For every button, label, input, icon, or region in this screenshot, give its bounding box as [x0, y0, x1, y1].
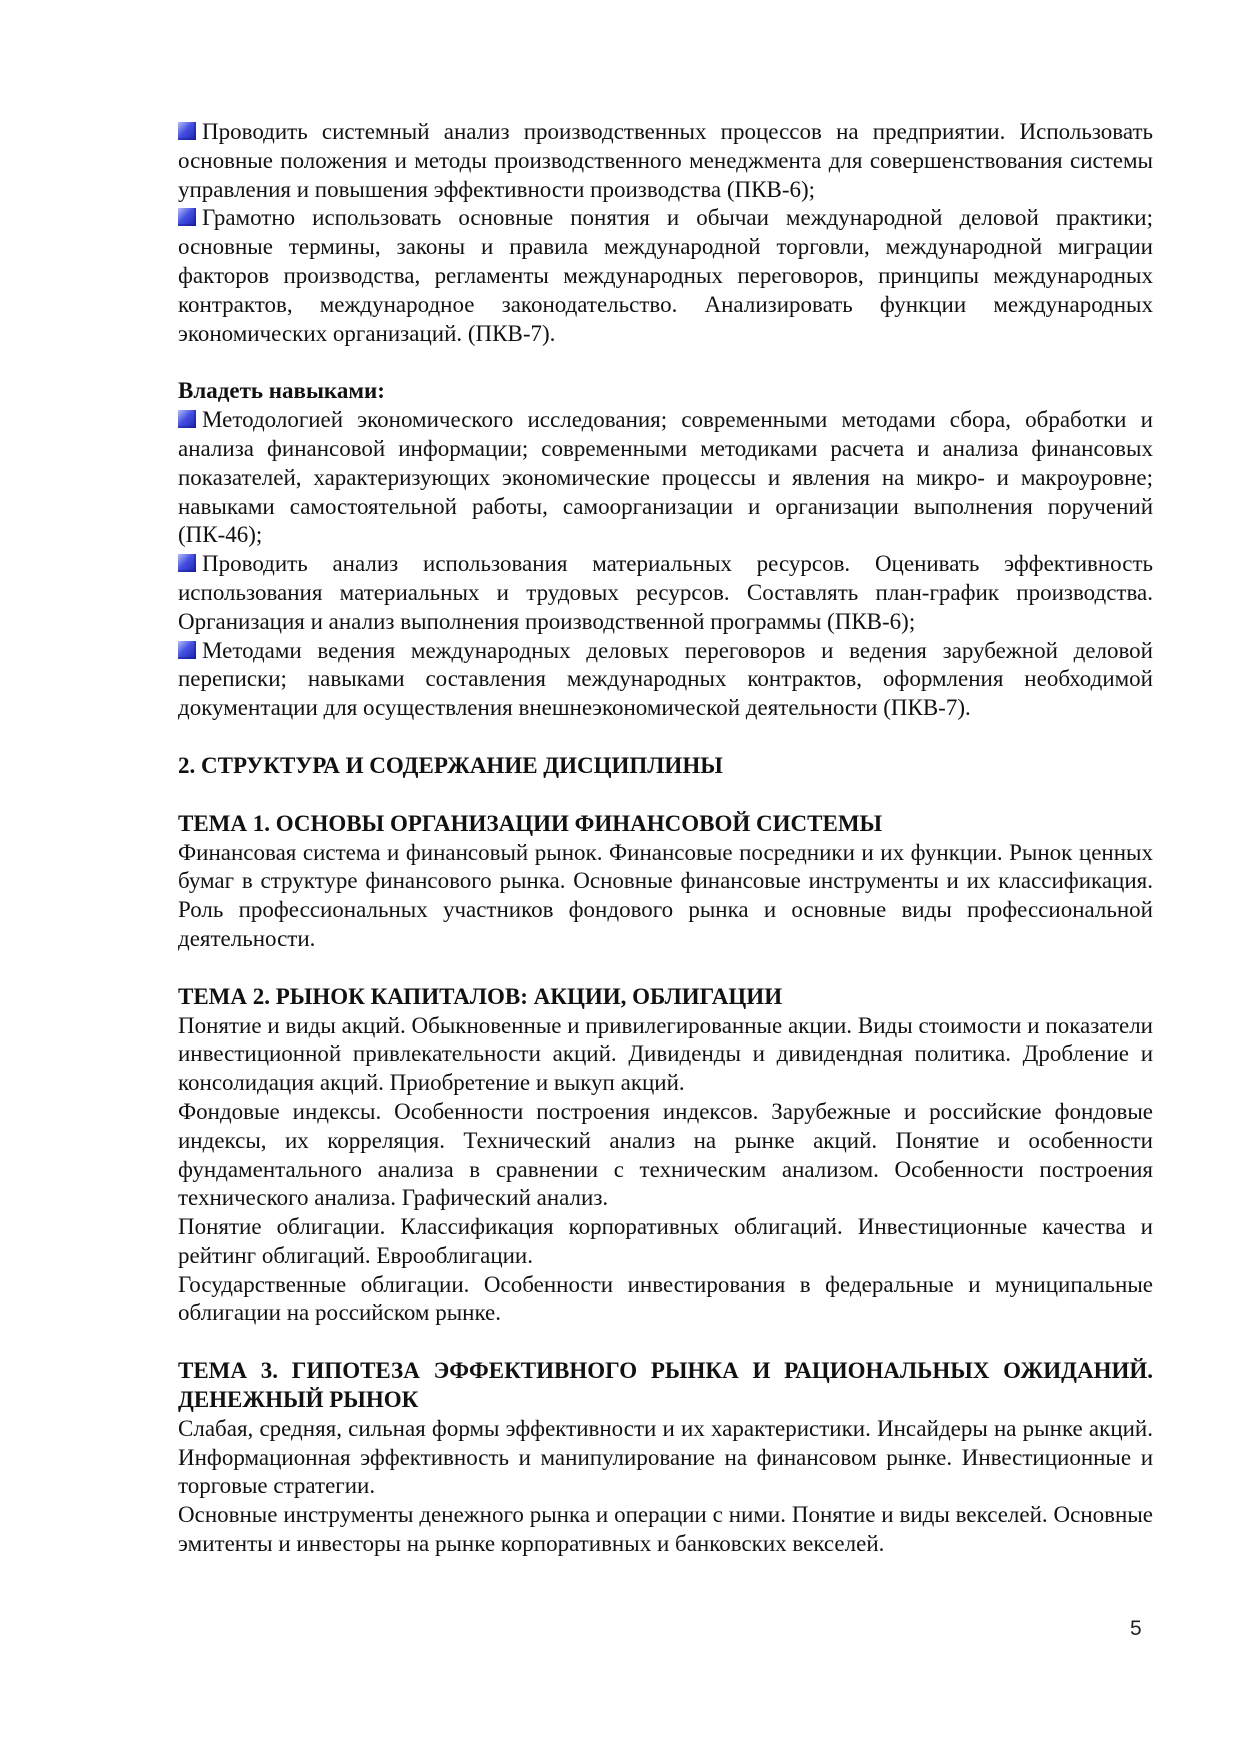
paragraph: Основные инструменты денежного рынка и операции с ними. Понятие и виды векселей. Основные эмитенты и инвесторы на рынке корпоративных и банковских векселей.	[178, 1502, 1153, 1557]
list-item	[178, 118, 1153, 204]
paragraph: Фондовые индексы. Особенности построения индексов. Зарубежные и российские фондовые индексы, их корреляция. Технический анализ на рынке акций. Понятие и особенности фундаментального анализа в сравнении с техническим анализом. Особенности построения технического анализа. Графический анализ.	[178, 1098, 1153, 1211]
blue-square-bullet-icon	[178, 208, 196, 226]
blue-square-bullet-icon	[178, 554, 196, 572]
paragraph: Государственные облигации. Особенности инвестирования в федеральные и муниципальные облигации на российском рынке.	[178, 1271, 1153, 1326]
paragraph: Финансовая система и финансовый рынок. Финансовые посредники и их функции. Рынок ценных бумаг в структуре финансового рынка. Основные финансовые инструменты и их классификация. Роль профессиональных участников фондового рынка и основные виды профессиональной деятельности.	[178, 839, 1153, 951]
list-item	[178, 550, 1153, 636]
topic-title: ТЕМА 1. ОСНОВЫ ОРГАНИЗАЦИИ ФИНАНСОВОЙ СИСТЕМЫ	[178, 810, 883, 836]
paragraph: Слабая, средняя, сильная формы эффективности и их характеристики. Инсайдеры на рынке акций. Информационная эффективность и манипулирование на финансовом рынке. Инвестиционные и торговые стратегии.	[178, 1415, 1153, 1499]
section-title: 2. СТРУКТУРА И СОДЕРЖАНИЕ ДИСЦИПЛИНЫ	[178, 752, 723, 778]
list-item-text: Методологией экономического исследования; современными методами сбора, обработки и анализа финансовой информации; современными методиками расчета и анализа финансовых показателей, характеризующих экономические процессы и явления на микро- и макроуровне; навыками самостоятельной работы, самоорганизации и организации выполнения поручений (ПК-46);	[178, 407, 1153, 548]
blue-square-bullet-icon	[178, 122, 196, 140]
paragraph: Понятие и виды акций. Обыкновенные и привилегированные акции. Виды стоимости и показатели инвестиционной привлекательности акций. Дивиденды и дивидендная политика. Дробление и консолидация акций. Приобретение и выкуп акций.	[178, 1012, 1153, 1096]
document-page	[178, 118, 1153, 1559]
topic-title: ТЕМА 3. ГИПОТЕЗА ЭФФЕКТИВНОГО РЫНКА И РАЦИОНАЛЬНЫХ ОЖИДАНИЙ. ДЕНЕЖНЫЙ РЫНОК	[178, 1358, 1153, 1413]
blue-square-bullet-icon	[178, 410, 196, 428]
list-item	[178, 204, 1153, 348]
list-item	[178, 406, 1153, 550]
list-item-text: Методами ведения международных деловых переговоров и ведения зарубежной деловой переписки; навыками составления международных контрактов, оформления необходимой документации для осуществления внешнеэкономической деятельности (ПКВ-7).	[178, 637, 1153, 721]
list-item	[178, 637, 1153, 723]
paragraph: Понятие облигации. Классификация корпоративных облигаций. Инвестиционные качества и рейтинг облигаций. Еврооблигации.	[178, 1214, 1153, 1268]
skills-heading: Владеть навыками:	[178, 378, 385, 404]
topic-title: ТЕМА 2. РЫНОК КАПИТАЛОВ: АКЦИИ, ОБЛИГАЦИИ	[178, 983, 783, 1009]
list-item-text: Проводить системный анализ производственных процессов на предприятии. Использовать основные положения и методы производственного менеджмента для совершенствования системы управления и повышения эффективности производства (ПКВ-6);	[178, 119, 1153, 202]
blue-square-bullet-icon	[178, 641, 196, 659]
list-item-text: Грамотно использовать основные понятия и обычаи международной деловой практики; основные термины, законы и правила международной торговли, международной миграции факторов производства, регламенты международных переговоров, принципы международных контрактов, международное законодательство. Анализировать функции международных экономических организаций. (ПКВ-7).	[178, 205, 1153, 346]
list-item-text: Проводить анализ использования материальных ресурсов. Оценивать эффективность использования материальных и трудовых ресурсов. Составлять план-график производства. Организация и анализ выполнения производственной программы (ПКВ-6);	[178, 551, 1153, 634]
page-number: 5	[1130, 1617, 1142, 1640]
